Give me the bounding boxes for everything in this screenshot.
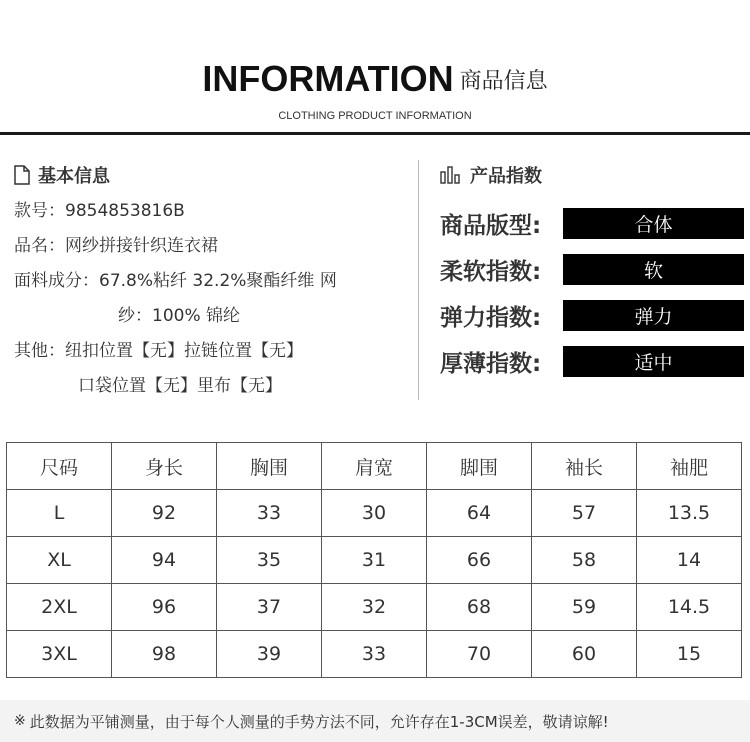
table-cell: 13.5 (637, 490, 742, 537)
table-cell: 15 (637, 631, 742, 678)
subtitle: CLOTHING PRODUCT INFORMATION (278, 110, 472, 122)
table-cell: 94 (112, 537, 217, 584)
other-line (14, 334, 409, 369)
measurement-note (0, 700, 750, 742)
table-cell: 96 (112, 584, 217, 631)
table-row (7, 584, 742, 631)
table-cell: 32 (322, 584, 427, 631)
fabric-value-line1: 67.8%粘纤 32.2%聚酯纤维 网 (99, 271, 337, 291)
document-icon (14, 165, 30, 185)
product-name-label: 品名： (14, 236, 65, 256)
table-cell: L (7, 490, 112, 537)
header-rule (0, 132, 750, 135)
product-name-value: 网纱拼接针织连衣裙 (65, 236, 218, 256)
table-cell: 33 (322, 631, 427, 678)
table-cell: 57 (532, 490, 637, 537)
column-header: 尺码 (7, 443, 112, 490)
fabric-value-line2: 纱：100% 锦纶 (118, 306, 241, 326)
table-cell: XL (7, 537, 112, 584)
section-divider (418, 160, 419, 400)
column-header: 袖长 (532, 443, 637, 490)
table-cell: 58 (532, 537, 637, 584)
table-cell: 92 (112, 490, 217, 537)
index-value: 合体 (563, 208, 744, 239)
index-value: 软 (563, 254, 744, 285)
other-value-line1: 纽扣位置【无】拉链位置【无】 (65, 341, 303, 361)
table-cell: 37 (217, 584, 322, 631)
index-row-elasticity (440, 292, 745, 338)
table-cell: 39 (217, 631, 322, 678)
other-label: 其他： (14, 341, 65, 361)
style-no-line (14, 194, 409, 229)
fabric-line (14, 264, 409, 299)
note-text: 此数据为平铺测量，由于每个人测量的手势方法不同，允许存在1-3CM误差，敬请谅解! (29, 712, 609, 731)
column-header: 身长 (112, 443, 217, 490)
basic-info-heading-text: 基本信息 (38, 166, 110, 187)
title-chinese: 商品信息 (459, 68, 548, 94)
index-row-fit (440, 200, 745, 246)
product-index-heading-text: 产品指数 (470, 166, 542, 187)
table-cell: 31 (322, 537, 427, 584)
product-name-line (14, 229, 409, 264)
product-index-heading (440, 160, 745, 190)
bar-chart-icon (440, 166, 462, 184)
table-cell: 59 (532, 584, 637, 631)
product-index-section (440, 160, 745, 384)
index-row-softness (440, 246, 745, 292)
header (0, 0, 750, 136)
index-label: 厚薄指数: (440, 350, 542, 377)
table-cell: 33 (217, 490, 322, 537)
style-no-label: 款号： (14, 201, 65, 221)
table-row (7, 490, 742, 537)
table-cell: 68 (427, 584, 532, 631)
table-cell: 2XL (7, 584, 112, 631)
size-table-header-row (7, 443, 742, 490)
index-value: 适中 (563, 346, 744, 377)
table-cell: 14.5 (637, 584, 742, 631)
column-header: 胸围 (217, 443, 322, 490)
index-label: 商品版型: (440, 212, 542, 239)
title-english: INFORMATION (202, 58, 454, 99)
table-cell: 70 (427, 631, 532, 678)
index-row-thickness (440, 338, 745, 384)
index-value: 弹力 (563, 300, 744, 331)
index-label: 弹力指数: (440, 304, 542, 331)
column-header: 袖肥 (637, 443, 742, 490)
table-cell: 60 (532, 631, 637, 678)
table-cell: 98 (112, 631, 217, 678)
column-header: 肩宽 (322, 443, 427, 490)
basic-info-section (14, 160, 409, 404)
table-cell: 14 (637, 537, 742, 584)
basic-info-heading (14, 160, 409, 190)
fabric-label: 面料成分： (14, 271, 99, 291)
other-value-line2: 口袋位置【无】里布【无】 (78, 376, 282, 396)
table-cell: 64 (427, 490, 532, 537)
table-cell: 30 (322, 490, 427, 537)
style-no-value: 9854853816B (65, 201, 185, 221)
reference-mark: ※ (14, 713, 26, 729)
size-table (6, 442, 742, 678)
column-header: 脚围 (427, 443, 532, 490)
table-cell: 35 (217, 537, 322, 584)
index-label: 柔软指数: (440, 258, 542, 285)
table-row (7, 537, 742, 584)
table-row (7, 631, 742, 678)
table-cell: 66 (427, 537, 532, 584)
table-cell: 3XL (7, 631, 112, 678)
title-row (0, 58, 750, 100)
